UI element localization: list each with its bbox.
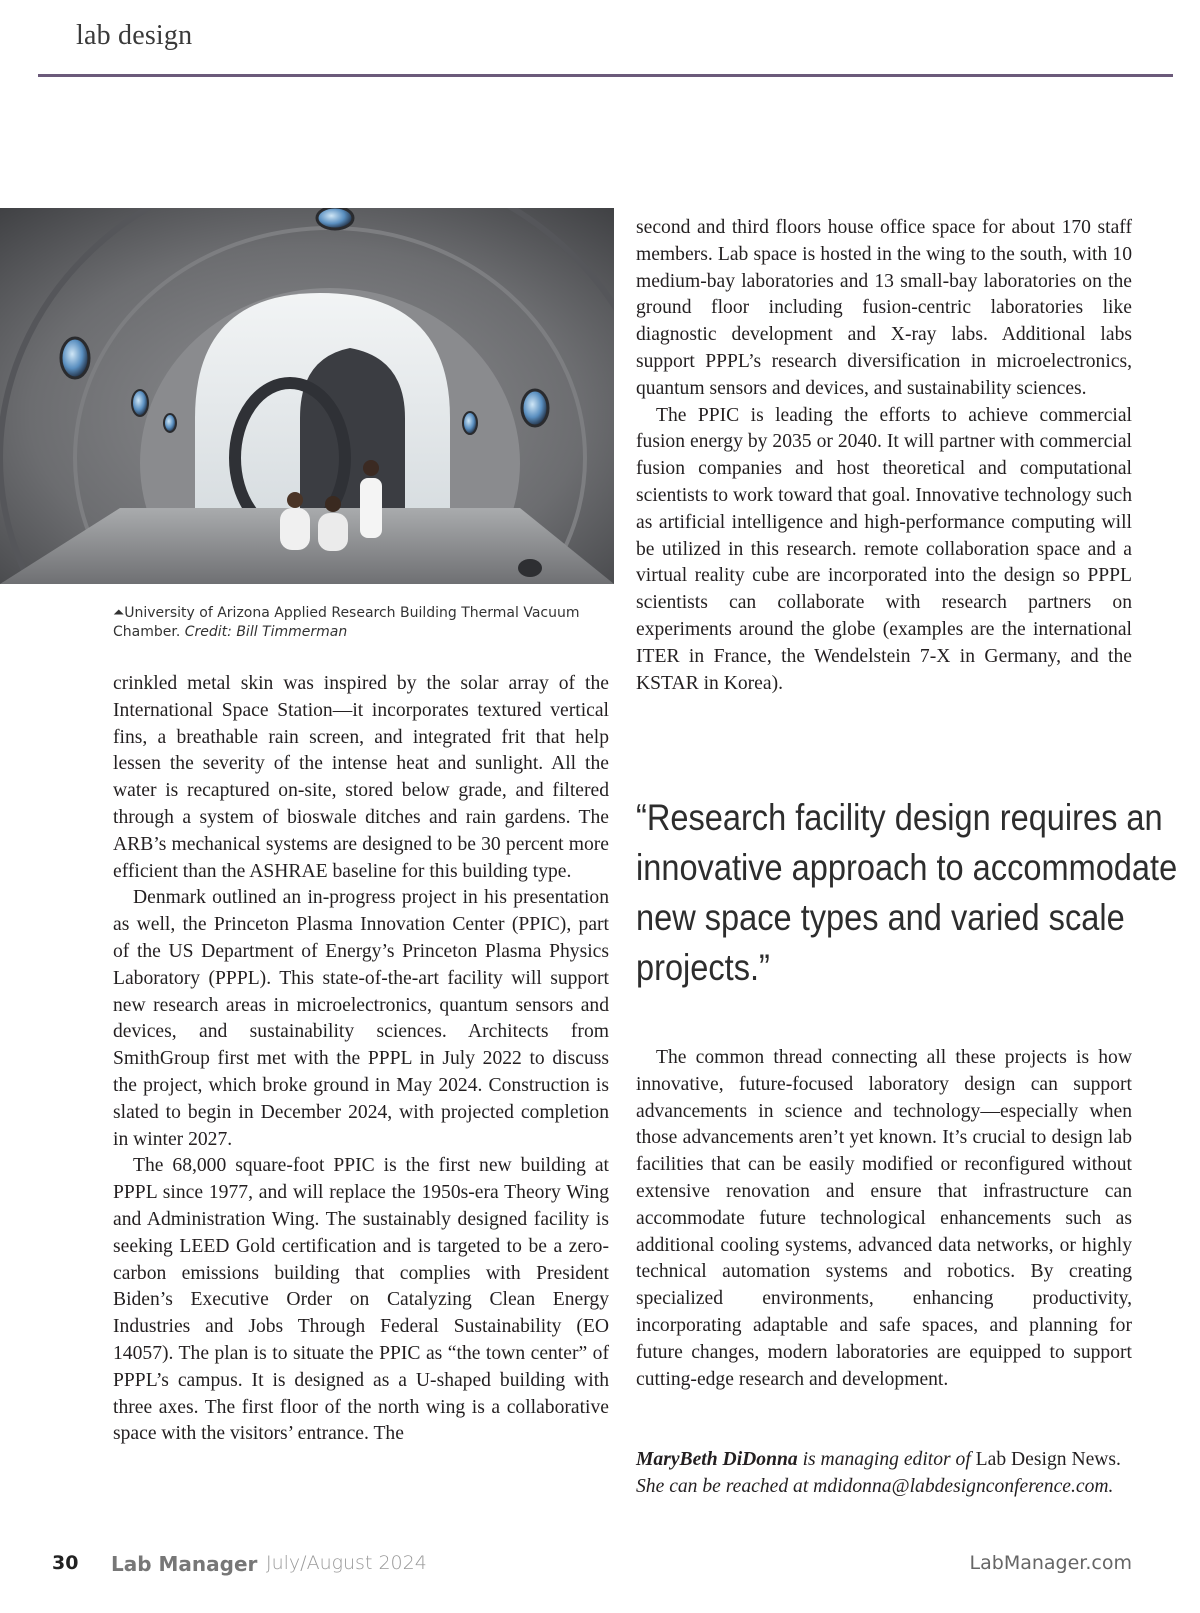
paragraph: The 68,000 square-foot PPIC is the first new building at PPPL since 1977, and will replace the 1950s-era Theory Wing and Administration Wing. The sustainably designed facility is seeking LEED Gold certification and is targeted to be a zero-carbon emissions building that complies with President Biden’s Executive Order on Catalyzing Clean Energy Industries and Jobs Through Federal Sustainability (EO 14057). The plan is to situate the PPIC as “the town center” of PPPL’s campus. It is designed as a U-shaped building with three axes. The first floor of the north wing is a collaborative space with the visitors’ entrance. The [113,1155,609,1445]
author-role: is managing editor of [797,1449,976,1470]
header-rule [38,74,1173,77]
page-number: 30 [52,1552,79,1574]
article-right-column-bottom [636,1045,1132,1393]
caption-marker-icon: ⏶ [113,605,125,621]
publication-name: Lab Design News. [975,1449,1121,1470]
article-right-column-top [636,215,1132,697]
issue-date: July/August 2024 [266,1552,427,1574]
article-left-column [113,671,609,1448]
page-footer [52,1552,1132,1582]
paragraph: second and third floors house office space for about 170 staff members. Lab space is hosted in the wing to the south, with 10 medium-bay laboratories and 13 small-bay laboratories on the ground floor including fusion-centric laboratories like diagnostic development and X-ray labs. Additional labs support PPPL’s research diversification in microelectronics, quantum sensors and devices, and sustainability sciences. [636,217,1132,399]
photo-caption [113,604,613,642]
paragraph: Denmark outlined an in-progress project in his presentation as well, the Princeton Plasma Innovation Center (PPIC), part of the US Department of Energy’s Princeton Plasma Physics Laboratory (PPPL). This state-of-the-art facility will support new research areas in microelectronics, quantum sensors and devices, and sustainability sciences. Architects from SmithGroup first met with the PPPL in July 2022 to discuss the project, which broke ground in May 2024. Construction is slated to begin in December 2024, with projected completion in winter 2027. [113,887,609,1150]
paragraph: crinkled metal skin was inspired by the solar array of the International Space Station—it incorporates textured vertical fins, a breathable rain screen, and integrated frit that help lessen the severity of the intense heat and sunlight. All the water is recaptured on-site, stored below grade, and filtered through a system of bioswale ditches and rain gardens. The ARB’s mechanical systems are designed to be 30 percent more efficient than the ASHRAE baseline for this building type. [113,673,609,882]
author-byline [636,1446,1156,1500]
caption-credit: Credit: Bill Timmerman [184,624,348,640]
author-contact: She can be reached at mdidonna@labdesignconference.com. [636,1476,1114,1497]
caption-text: University of Arizona Applied Research Building Thermal Vacuum Chamber. [113,605,580,640]
thermal-vacuum-chamber-photo [0,208,614,584]
paragraph: The PPIC is leading the efforts to achieve commercial fusion energy by 2035 or 2040. It will partner with commercial fusion companies and host theoretical and computational scientists to work toward that goal. Innovative technology such as artificial intelligence and high-performance computing will be utilized in this research. remote collaboration space and a virtual reality cube are incorporated into the design so PPPL scientists can collaborate with research partners on experiments around the globe (examples are the international ITER in France, the Wendelstein 7-X in Germany, and the KSTAR in Korea). [636,404,1132,694]
author-name: MaryBeth DiDonna [636,1449,798,1470]
pull-quote: “Research facility design requires an innovative approach to accommodate new space types and varied scale projects.” [636,797,1178,988]
magazine-name: Lab Manager [111,1552,258,1576]
paragraph: The common thread connecting all these projects is how innovative, future-focused laboratory design can support advancements in science and technology—especially when those advancements aren’t yet known. It’s crucial to design lab facilities that can be easily modified or reconfigured without extensive renovation and ensure that infrastructure can accommodate future technological enhancements such as additional cooling systems, advanced data networks, or highly technical automation systems and robotics. By creating specialized environments, enhancing productivity, incorporating adaptable and safe spaces, and planning for future changes, modern laboratories are equipped to support cutting-edge research and development. [636,1047,1132,1390]
section-label: lab design [76,20,193,51]
website-link[interactable]: LabManager.com [969,1552,1132,1574]
